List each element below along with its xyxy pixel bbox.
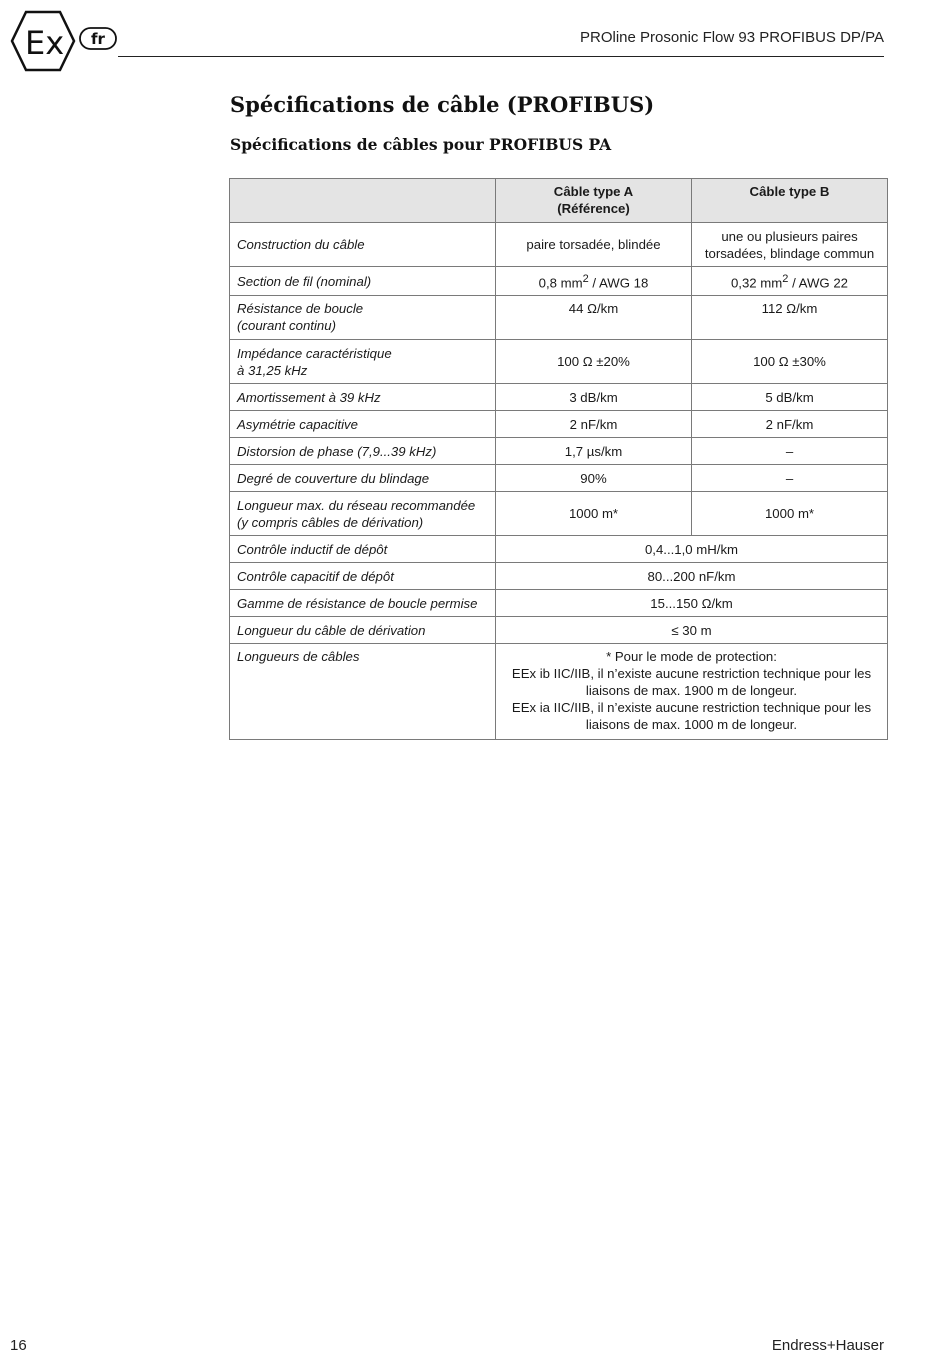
- row-label: Construction du câble: [230, 223, 496, 267]
- cell-type-a: 100 Ω ±20%: [496, 340, 692, 384]
- table-row: [230, 492, 888, 536]
- header-divider: [118, 56, 884, 57]
- superscript: 2: [782, 273, 789, 285]
- cell-type-a: 90%: [496, 465, 692, 492]
- value-text: 0,32 mm: [730, 275, 783, 291]
- row-label: Résistance de boucle (courant continu): [230, 296, 496, 340]
- table-row: [230, 223, 888, 267]
- language-badge: fr: [91, 30, 105, 48]
- cell-merged: 15...150 Ω/km: [496, 590, 888, 617]
- table-row: [230, 536, 888, 563]
- header-cable-type-b: Câble type B: [692, 179, 888, 223]
- header-cable-type-a-text: Câble type A (Référence): [553, 184, 634, 216]
- header-empty-cell: [230, 179, 496, 223]
- table-row: [230, 411, 888, 438]
- cable-spec-table: [229, 178, 888, 740]
- page-number: 16: [10, 1337, 27, 1354]
- table-header-row: [230, 179, 888, 223]
- row-label: Longueur max. du réseau recommandée (y compris câbles de dérivation): [230, 492, 496, 536]
- value-text: 0,8 mm: [538, 275, 583, 291]
- note-line: EEx ia IIC/IIB, il n’existe aucune restriction technique pour les liaisons de max. 1000 m de longeur.: [511, 700, 872, 733]
- header-cable-type-a: [496, 179, 692, 223]
- value-text: / AWG 22: [788, 275, 849, 291]
- row-label: Longueur du câble de dérivation: [230, 617, 496, 644]
- table-row: [230, 617, 888, 644]
- brand-name: Endress+Hauser: [771, 1337, 884, 1354]
- table-row: [230, 465, 888, 492]
- cell-type-a: [496, 267, 692, 296]
- cell-merged-note: [496, 644, 888, 740]
- cell-type-b: 2 nF/km: [692, 411, 888, 438]
- cell-type-b: 100 Ω ±30%: [692, 340, 888, 384]
- cell-type-b: une ou plusieurs paires torsadées, blindage commun: [692, 223, 888, 267]
- cell-type-a: 1,7 µs/km: [496, 438, 692, 465]
- cell-type-a: paire torsadée, blindée: [496, 223, 692, 267]
- table-row: [230, 563, 888, 590]
- superscript: 2: [582, 273, 589, 285]
- cell-type-b: 112 Ω/km: [692, 296, 888, 340]
- cell-type-a: 44 Ω/km: [496, 296, 692, 340]
- note-line: * Pour le mode de protection:: [606, 649, 777, 665]
- value-text: / AWG 18: [588, 275, 649, 291]
- row-label: Contrôle inductif de dépôt: [230, 536, 496, 563]
- cell-type-b: 5 dB/km: [692, 384, 888, 411]
- ex-hazard-logo: [10, 10, 120, 72]
- cell-type-b: [692, 267, 888, 296]
- row-label: Amortissement à 39 kHz: [230, 384, 496, 411]
- row-label: Degré de couverture du blindage: [230, 465, 496, 492]
- cell-type-a: 3 dB/km: [496, 384, 692, 411]
- row-label: Longueurs de câbles: [230, 644, 496, 740]
- row-label: Gamme de résistance de boucle permise: [230, 590, 496, 617]
- table-row: [230, 644, 888, 740]
- row-label: Impédance caractéristique à 31,25 kHz: [230, 340, 496, 384]
- row-label: Section de fil (nominal): [230, 267, 496, 296]
- table-row: [230, 438, 888, 465]
- cell-type-a: 1000 m*: [496, 492, 692, 536]
- section-title: Spécifications de câbles pour PROFIBUS PA: [230, 135, 612, 154]
- table-row: [230, 267, 888, 296]
- cell-merged: ≤ 30 m: [496, 617, 888, 644]
- row-label: Contrôle capacitif de dépôt: [230, 563, 496, 590]
- cell-type-b: –: [692, 465, 888, 492]
- cell-merged: 80...200 nF/km: [496, 563, 888, 590]
- table-row: [230, 340, 888, 384]
- cell-merged: 0,4...1,0 mH/km: [496, 536, 888, 563]
- document-header-title: PROline Prosonic Flow 93 PROFIBUS DP/PA: [580, 29, 884, 46]
- cell-type-a: 2 nF/km: [496, 411, 692, 438]
- table-row: [230, 590, 888, 617]
- cell-type-b: 1000 m*: [692, 492, 888, 536]
- table-row: [230, 384, 888, 411]
- cell-type-b: –: [692, 438, 888, 465]
- table-row: [230, 296, 888, 340]
- page-title: Spécifications de câble (PROFIBUS): [230, 92, 655, 117]
- note-line: EEx ib IIC/IIB, il n’existe aucune restriction technique pour les liaisons de max. 1900 m de longeur.: [511, 666, 872, 699]
- row-label: Asymétrie capacitive: [230, 411, 496, 438]
- ex-logo-text: Ex: [25, 24, 65, 62]
- row-label: Distorsion de phase (7,9...39 kHz): [230, 438, 496, 465]
